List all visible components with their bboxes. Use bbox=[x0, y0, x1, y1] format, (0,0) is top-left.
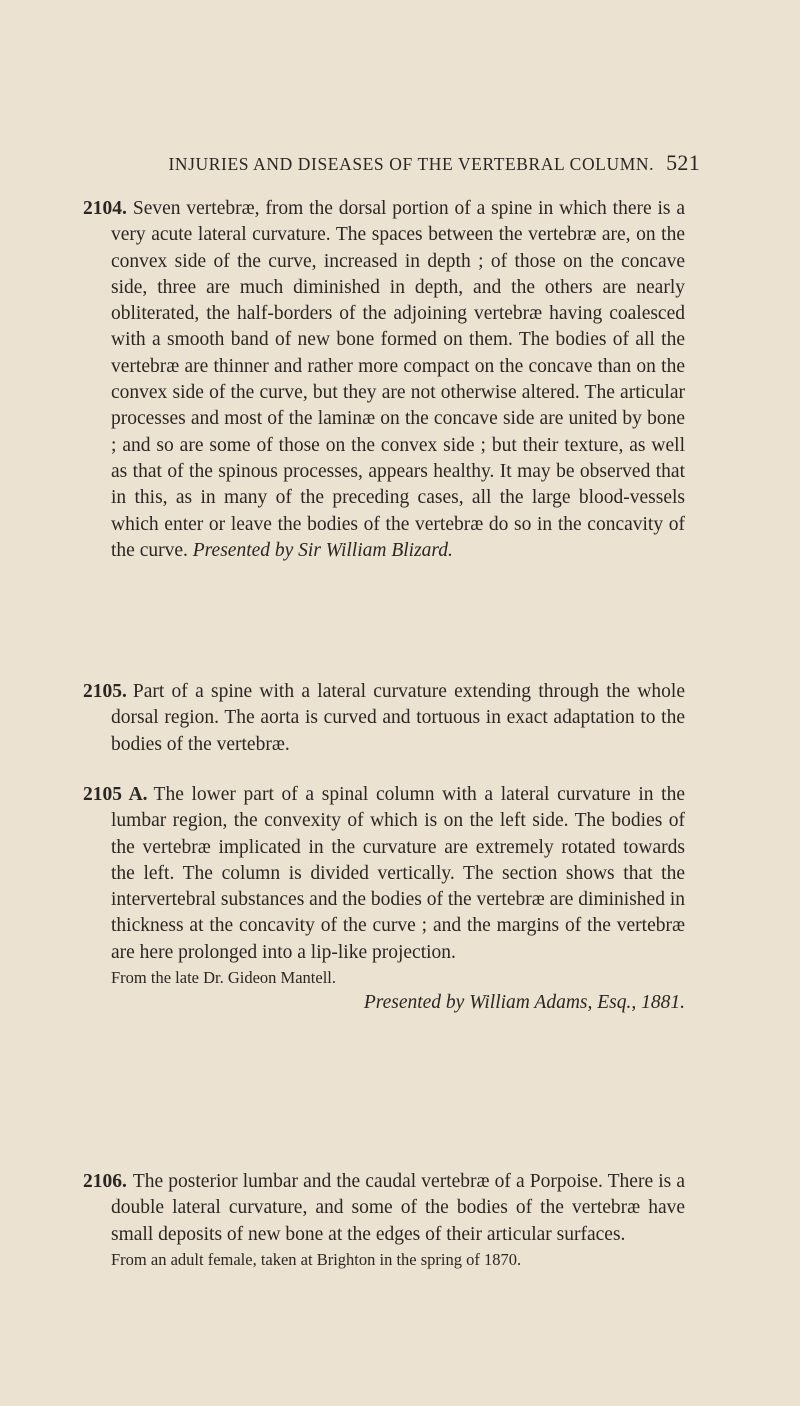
specimen-number: 2106. bbox=[83, 1171, 127, 1192]
specimen-description: The posterior lumbar and the caudal vertebræ of a Porpoise. There is a double lateral curvature, and some of the bodies of the vertebræ have small deposits of new bone at the edges of their articular surfaces. bbox=[111, 1171, 685, 1245]
entry-paragraph bbox=[83, 1169, 685, 1248]
entry-paragraph bbox=[83, 782, 685, 966]
running-head-title: INJURIES AND DISEASES OF THE VERTEBRAL COLUMN. bbox=[168, 154, 655, 174]
specimen-entry-2105a bbox=[83, 782, 685, 1016]
specimen-entry-2104 bbox=[83, 196, 685, 564]
specimen-number: 2105 A. bbox=[83, 784, 148, 805]
specimen-description: Seven vertebræ, from the dorsal portion of a spine in which there is a very acute lateral curvature. The spaces between the vertebræ are, on the convex side of the curve, increased in depth ; of those on the concave side, three are much diminished in depth, and the others are nearly obliterated, the half-borders of the adjoining vertebræ having coalesced with a smooth band of new bone formed on them. The bodies of all the vertebræ are thinner and rather more compact on the concave than on the convex side of the curve, but they are not otherwise altered. The articular processes and most of the laminæ on the concave side are united by bone ; and so are some of those on the convex side ; but their texture, as well as that of the spinous processes, appears healthy. It may be observed that in this, as in many of the preceding cases, all the large blood-vessels which enter or leave the bodies of the vertebræ do so in the concavity of the curve. bbox=[111, 198, 685, 561]
specimen-number: 2105. bbox=[83, 681, 127, 702]
entry-paragraph bbox=[83, 679, 685, 758]
specimen-entry-2105 bbox=[83, 679, 685, 758]
specimen-number: 2104. bbox=[83, 198, 127, 219]
provenance-note: From the late Dr. Gideon Mantell. bbox=[111, 968, 336, 988]
donor-credit: Presented by Sir William Blizard. bbox=[192, 539, 453, 561]
running-head bbox=[0, 150, 700, 176]
page-number: 521 bbox=[666, 150, 700, 175]
donor-credit: Presented by William Adams, Esq., 1881. bbox=[363, 992, 685, 1014]
specimen-description: Part of a spine with a lateral curvature extending through the whole dorsal region. The aorta is curved and tortuous in exact adaptation to the bodies of the vertebræ. bbox=[111, 681, 685, 755]
specimen-description: The lower part of a spinal column with a lateral curvature in the lumbar region, the convexity of which is on the left side. The bodies of the vertebræ implicated in the curvature are extremely rotated towards the left. The column is divided vertically. The section shows that the intervertebral substances and the bodies of the vertebræ are diminished in thickness at the concavity of the curve ; and the margins of the vertebræ are here prolonged into a lip-like projection. bbox=[111, 784, 685, 963]
specimen-entry-2106 bbox=[83, 1169, 685, 1272]
provenance-note: From an adult female, taken at Brighton in the spring of 1870. bbox=[111, 1249, 522, 1269]
entry-paragraph bbox=[83, 196, 685, 564]
